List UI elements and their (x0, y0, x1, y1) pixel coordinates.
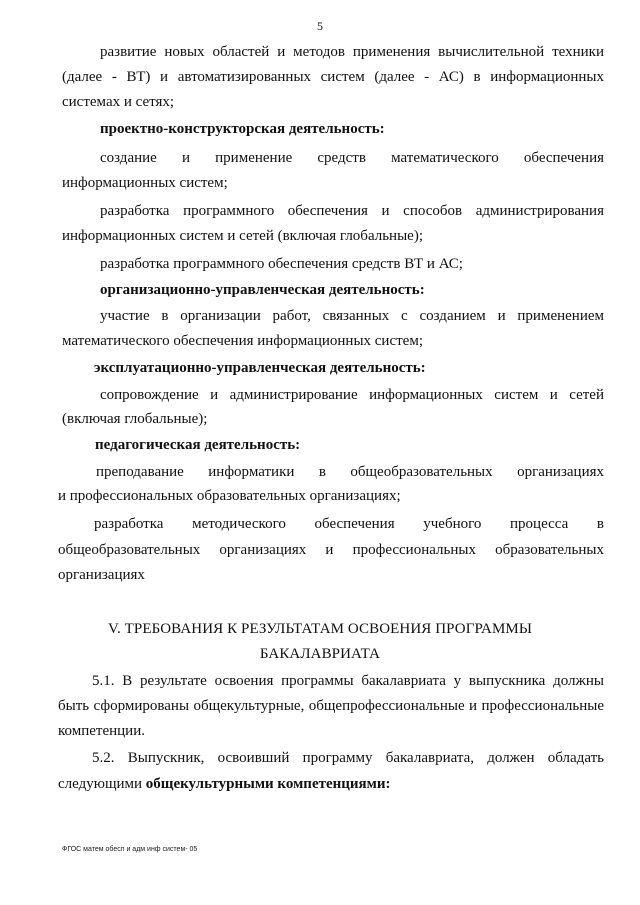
competencies-label: общекультурными компетенциями: (145, 776, 391, 792)
section-heading-line-1: V. ТРЕБОВАНИЯ К РЕЗУЛЬТАТАМ ОСВОЕНИЯ ПРОГРАММЫ (107, 621, 533, 637)
text-line: преподавание информатики в общеобразовательных организациях (96, 464, 604, 480)
paragraph-5-1-line: быть сформированы общекультурные, общепрофессиональные и профессиональные (58, 698, 604, 714)
text-line: (включая глобальные); (62, 411, 208, 427)
activity-heading: педагогическая деятельность: (95, 437, 301, 453)
text-line: разработка методического обеспечения учебного процесса в (94, 516, 604, 532)
text-line: информационных систем; (62, 175, 228, 191)
text-line: развитие новых областей и методов применения вычислительной техники (100, 44, 604, 60)
text-line: создание и применение средств математического обеспечения (100, 150, 604, 166)
activity-heading: организационно-управленческая деятельность: (100, 282, 425, 298)
section-heading-line-2: БАКАЛАВРИАТА (259, 646, 381, 662)
text-line: организациях (58, 567, 145, 583)
text-line: разработка программного обеспечения и способов администрирования (100, 203, 604, 219)
text-line: системах и сетях; (62, 94, 175, 110)
paragraph-5-1-line: 5.1. В результате освоения программы бакалавриата у выпускника должны (92, 673, 604, 689)
footer-note: ФГОС матем обесп и адм инф систем- 05 (62, 846, 198, 853)
activity-heading: эксплуатационно-управленческая деятельность: (94, 360, 426, 376)
text-line: сопровождение и администрирование информационных систем и сетей (100, 387, 604, 403)
paragraph-5-2-line: 5.2. Выпускник, освоивший программу бакалавриата, должен обладать (92, 750, 604, 766)
text-line: общеобразовательных организациях и профессиональных образовательных (58, 542, 604, 558)
text-line: разработка программного обеспечения средств ВТ и АС; (100, 256, 463, 272)
text-line: (далее - ВТ) и автоматизированных систем (далее - АС) в информационных (62, 69, 604, 85)
paragraph-5-2-line (58, 776, 600, 793)
activity-heading: проектно-конструкторская деятельность: (100, 121, 385, 137)
text-line: информационных систем и сетей (включая глобальные); (62, 228, 423, 244)
paragraph-5-2-prefix: следующими (58, 776, 146, 792)
text-line: участие в организации работ, связанных с созданием и применением (100, 308, 604, 324)
paragraph-5-1-line: компетенции. (58, 723, 145, 739)
page-number: 5 (317, 19, 323, 33)
text-line: и профессиональных образовательных организациях; (58, 488, 401, 504)
text-line: математического обеспечения информационных систем; (62, 333, 423, 349)
